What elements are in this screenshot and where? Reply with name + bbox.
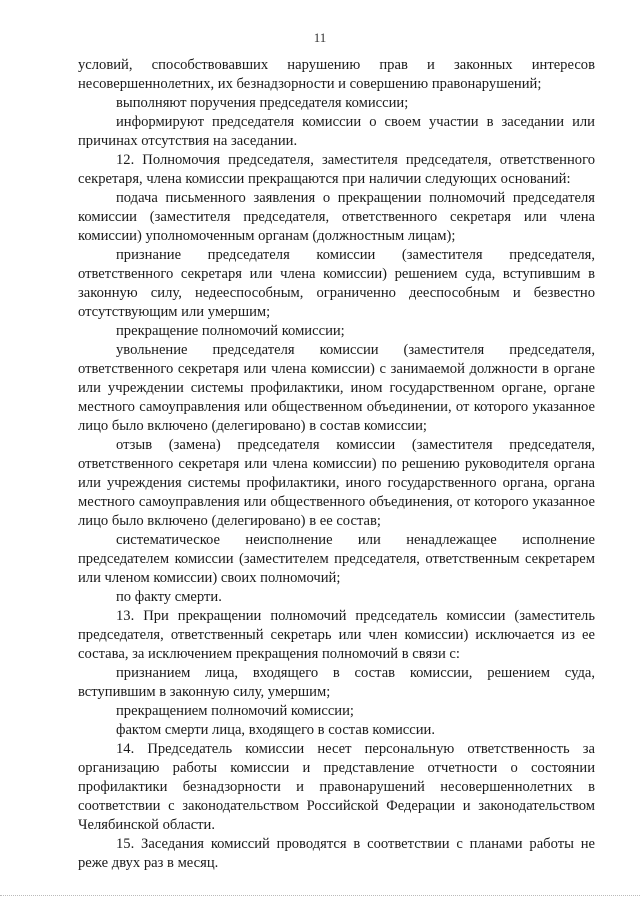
page-number: 11 (313, 30, 327, 45)
paragraph: подача письменного заявления о прекращении полномочий председателя комиссии (заместителя председателя, ответственного секретаря или члена комиссии) уполномоченным органам (должностным лицам); (78, 190, 595, 244)
paragraph: фактом смерти лица, входящего в состав комиссии. (116, 722, 436, 738)
paragraph: 13. При прекращении полномочий председатель комиссии (заместитель председателя, ответственный секретарь или член комиссии) исключается из ее состава, за исключением прекращения полномочий в связи с: (78, 608, 595, 662)
scan-edge-divider (0, 895, 640, 897)
paragraph: 12. Полномочия председателя, заместителя председателя, ответственного секретаря, члена комиссии прекращаются при наличии следующих оснований: (78, 152, 595, 187)
paragraph: 15. Заседания комиссий проводятся в соответствии с планами работы не реже двух раз в месяц. (78, 836, 595, 871)
paragraph: информируют председателя комиссии о своем участии в заседании или причинах отсутствия на заседании. (78, 114, 595, 149)
paragraph: признание председателя комиссии (заместителя председателя, ответственного секретаря или члена комиссии) решением суда, вступившим в законную силу, недееспособным, ограниченно дееспособным и безвестно отсутствующим или умершим; (78, 247, 595, 320)
paragraph: увольнение председателя комиссии (заместителя председателя, ответственного секретаря или члена комиссии) с занимаемой должности в органе или учреждении системы профилактики, ином государственном органе, органе местного самоуправления или общественном объединении, от которого указанное лицо было включено (делегировано) в состав комиссии; (78, 342, 595, 434)
paragraph: условий, способствовавших нарушению прав и законных интересов несовершеннолетних, их безнадзорности и совершению правонарушений; (78, 57, 595, 92)
paragraph: прекращением полномочий комиссии; (116, 703, 354, 719)
paragraph: отзыв (замена) председателя комиссии (заместителя председателя, ответственного секретаря или члена комиссии) по решению руководителя органа или учреждения системы профилактики, иного государственного органа, органа местного самоуправления или общественного объединения, от которого указанное лицо было включено (делегировано) в ее состав; (78, 437, 595, 529)
paragraph: прекращение полномочий комиссии; (116, 323, 345, 339)
paragraph: 14. Председатель комиссии несет персональную ответственность за организацию работы комиссии и представление отчетности о состоянии профилактики безнадзорности и правонарушений несовершеннолетних в соответствии с законодательством Российской Федерации и законодательством Челябинской области. (78, 741, 595, 833)
paragraph: признанием лица, входящего в состав комиссии, решением суда, вступившим в законную силу, умершим; (78, 665, 595, 700)
document-body (78, 56, 595, 873)
paragraph: систематическое неисполнение или ненадлежащее исполнение председателем комиссии (заместителем председателя, ответственным секретарем или членом комиссии) своих полномочий; (78, 532, 595, 586)
paragraph: по факту смерти. (116, 589, 222, 605)
paragraph: выполняют поручения председателя комиссии; (116, 95, 409, 111)
